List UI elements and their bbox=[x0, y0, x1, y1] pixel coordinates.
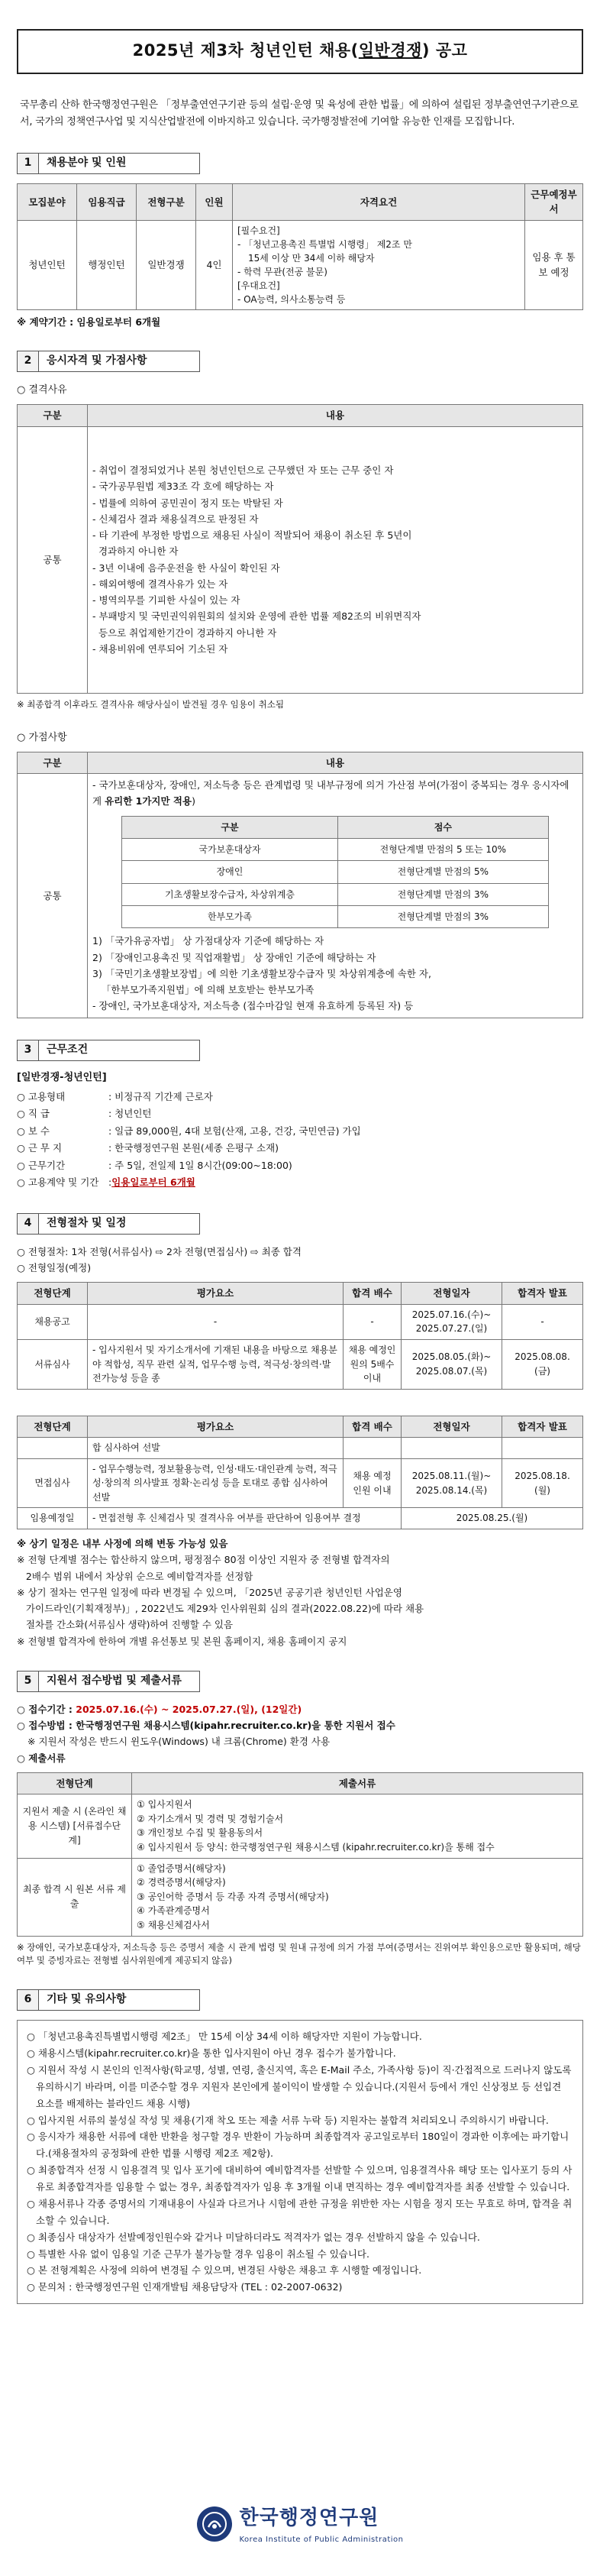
kipa-emblem-icon bbox=[197, 2506, 232, 2542]
documents-table: 전형단계 제출서류 지원서 제출 시 (온라인 채용 시스템) [서류접수단계] ① 입사지원서 ② 자기소개서 및 경력 및 경험기술서 ③ 개인정보 수집 및 활용동의서 ④ 입사지원서 등 양식: 한국행정연구원 채용시스템 (kipahr.recruiter.co.kr)을 통해 접수 최종 합격 시 원본 서류 제출 ① 졸업증명서(해당자) ② 경력증명서(해당자) ③ 공인어학 증명서 등 각종 자격 증명서(해당자) ④ 가족관계증명서 ⑤ 채용신체검사서 bbox=[17, 1772, 583, 1937]
section-2-header: 2 응시자격 및 가점사항 bbox=[17, 351, 200, 372]
section-3-header: 3 근무조건 bbox=[17, 1040, 200, 1061]
notes-box: ○ 「청년고용촉진특별법시행령 제2조」 만 15세 이상 34세 이하 해당자만 지원이 가능합니다. ○ 채용시스템(kipahr.recruiter.co.kr)을 통한 입사지원이 아닌 경우 접수가 불가합니다. ○ 지원서 작성 시 본인의 인적사항(학교명, 성별, 연령, 출신지역, 혹은 E-Mail 주소, 가족사항 등)이 직·간접적으로 드러나지 않도록 유의하시기 바라며, 이를 미준수할 경우 지원자 본인에게 불이익이 발생할 수 있습니다.(지원서 등에서 개인 신상정보 등 선입견 요소를 배제하는 블라인드 채용 시행) ○ 입사지원 서류의 불성실 작성 및 채용(기재 착오 또는 제출 서류 누락 등) 지원자는 불합격 처리되오니 주의하시기 바랍니다. ○ 응시자가 채용한 서류에 대한 반환을 청구할 경우 반환이 가능하며 최종합격자 공고일로부터 180일이 경과한 이후에는 파기합니다.(채용절차의 공정화에 관한 법률 시행령 제2조 제2항). ○ 최종합격자 선정 시 임용결격 및 입사 포기에 대비하여 예비합격자를 선발할 수 있으며, 임용결격사유 해당 또는 입사포기 등의 사유로 최종합격자를 임용할 수 없는 경우, 최종합격자가 임용 후 3개월 이내 면직하는 경우 예비합격자를 최종 선발할 수 있습니다. ○ 채용서류나 각종 증명서의 기재내용이 사실과 다르거나 시험에 관한 규정을 위반한 자는 시험을 정지 또는 무효로 하며, 합격을 취소할 수 있습니다. ○ 최종심사 대상자가 선발예정인원수와 같거나 미달하더라도 적격자가 없는 경우 선발하지 않을 수 있습니다. ○ 특별한 사유 없이 임용일 기준 근무가 불가능할 경우 임용이 취소될 수 있습니다. ○ 본 전형계획은 사정에 의하여 변경될 수 있으며, 변경된 사항은 채용고 후 시행할 예정입니다. ○ 문의처 : 한국행정연구원 인재개발팀 채용담당자 (TEL : 02-2007-0632) bbox=[17, 2020, 583, 2304]
section-6-header: 6 기타 및 유의사항 bbox=[17, 1989, 200, 2011]
notice-page: 2025년 제3차 청년인턴 채용(일반경쟁) 공고 국무총리 산하 한국행정연구원은 「정부출연연구기관 등의 설립·운영 및 육성에 관한 법률」에 의하여 설립된 정부출연연구기관으로서, 국가의 정책연구사업 및 지식산업발전에 이바지하고 있습니다. 국가행정발전에 기여할 유능한 인재를 모집합니다. 1 채용분야 및 인원 모집분야 임용직급 전형구분 인원 자격요건 근무예정부서 청년인턴 행정인턴 일반경쟁 4인 [필수요건] - 「청년고용촉진 특별법 시행령」 제2조 만 15세 이상 만 34세 이하 해당자 - 학력 무관(전공 불문) [우대요건] - OA능력, 의사소통능력 등 임용 후 통보 예정 ※ 계약기간 : 임용일로부터 6개월 2 응시자격 및 가점사항 ○ 결격사유 구분 내용 공통 - 취업이 결정되었거나 본원 청년인턴으로 근무했던 자 또는 근무 중인 자 - 국가공무원법 제33조 각 호에 해당하는 자 - 법률에 의하여 공민권이 정지 또는 박탈된 자 - 신체검사 결과 채용실격으로 판정된 자 - 타 기관에 부정한 방법으로 채용된 사실이 적발되어 채용이 취소된 후 5년이 경과하지 아니한 자 - 3년 이내에 음주운전을 한 사실이 확인된 자 - 해외여행에 결격사유가 있는 자 - 병역의무를 기피한 사실이 있는 자 - 부패방지 및 국민권익위원회의 설치와 운영에 관한 법률 제82조의 비위면직자 등으로 취업제한기간이 경과하지 아니한 자 - 채용비위에 연루되어 기소된 자 ※ 최종합격 이후라도 결격사유 해당사실이 발견될 경우 임용이 취소됨 ○ 가점사항 구분 내용 공통 - 국가보훈대상자, 장애인, 저소득층 등은 관계법령 및 내부규정에 의거 가산점 부여(가점이 중복되는 경우 응시자에게 유리한 1가지만 적용) 구분 점수 국가보훈대상자 전형단계별 만점의 5 또는 10% 장애인 전형단계별 만점의 5% 기초생활보장수급자, 차상위계층 전형단계별 만점의 3% 한부모가족 전형단계별 만점의 3% 1) 「국가유공자법」 상 가점대상자 기준에 해당하는 자 2) 「장애인고용촉진 및 직업재활법」 상 장애인 기준에 해당하는 자 3) 「국민기초생활보장법」에 의한 기초생활보장수급자 및 차상위계층에 속한 자, 「한부모가족지원법」에 의해 보호받는 한부모가족 - 장애인, 국가보훈대상자, 저소득층 (접수마감일 현재 유효하게 등록된 자) 등 3 근무조건 [일반경쟁-청년인턴] ○ 고용형태 : 비정규직 기간제 근로자 ○ 직 급 : 청년인턴 ○ 보 수 : 일급 89,000원, 4대 보험(산재, 고용, 건강, 국민연금) 가입 ○ 근 무 지 : 한국행정연구원 본원(세종 은평구 소재) ○ 근무기간 : 주 5일, 전일제 1일 8시간(09:00~18:00) ○ 고용계약 및 기간 : 임용일로부터 6개월 4 전형절차 및 일정 ○ 전형절차: 1차 전형(서류심사) ⇨ 2차 전형(면접심사) ⇨ 최종 합격 ○ 전형일정(예정) 전형단계 평가요소 합격 배수 전형일자 합격자 발표 채용공고 - - 2025.07.16.(수)~ 2025.07.27.(일) - 서류심사 - 입사지원서 및 자기소개서에 기재된 내용을 바탕으로 채용분야 적합성, 직무 관련 실적, 업무수행 능력, 적극성·창의력·발전가능성 등을 종 채용 예정인원의 5배수이내 2025.08.05.(화)~ 2025.08.07.(목) 2025.08.08.(금) 전형단계 평가요소 합격 배수 전형일자 합격자 발표 합 심사하여 선발 면접심사 - 업무수행능력, 정보활용능력, 인성·태도·대인관계 능력, 적극성·창의적 의사발표 정확·논리성 등을 토대로 종합 심사하여 선발 채용 예정 인원 이내 2025.08.11.(월)~ 2025.08.14.(목) 2025.08.18.(월) 임용예정일 - 면접전형 후 신체검사 및 결격사유 여부를 판단하여 임용여부 결정 2025.08.25.(월) ※ 상기 일정은 내부 사정에 의해 변동 가능성 있음 ※ 전형 단계별 점수는 합산하지 않으며, 평정점수 80점 이상인 지원자 중 전형별 합격자의 2배수 범위 내에서 차상위 순으로 예비합격자를 선정함 ※ 상기 절차는 연구원 일정에 따라 변경될 수 있으며, 「2025년 공공기관 청년인턴 사업운영 가이드라인(기획재정부)」, 2022년도 제29차 인사위원회 심의 결과(2022.08.22)에 따라 채용 절차를 간소화(서류심사 생략)하여 진행할 수 있음 ※ 전형별 합격자에 한하여 개별 유선통보 및 본원 홈페이지, 채용 홈페이지 공지 5 지원서 접수방법 및 제출서류 ○ 접수기간 : 2025.07.16.(수) ~ 2025.07.27.(일), (12일간) ○ 접수방법 : 한국행정연구원 채용시스템(kipahr.recruiter.co.kr)을 통한 지원서 접수 ※ 지원서 작성은 반드시 윈도우(Windows) 내 크롬(Chrome) 환경 사용 ○ 제출서류 전형단계 제출서류 지원서 제출 시 (온라인 채용 시스템) [서류접수단계] ① 입사지원서 ② 자기소개서 및 경력 및 경험기술서 ③ 개인정보 수집 및 활용동의서 ④ 입사지원서 등 양식: 한국행정연구원 채용시스템 (kipahr.recruiter.co.kr)을 통해 접수 최종 합격 시 원본 서류 제출 ① 졸업증명서(해당자) ② 경력증명서(해당자) ③ 공인어학 증명서 등 각종 자격 증명서(해당자) ④ 가족관계증명서 ⑤ 채용신체검사서 ※ 장애인, 국가보훈대상자, 저소득층 등은 증명서 제출 시 관계 법령 및 원내 규정에 의거 가점 부여(증명서는 진위여부 확인용으로만 활용되며, 해당 여부 및 증빙자료는 전형별 심사위원에게 제공되지 않음) 6 기타 및 유의사항 ○ 「청년고용촉진특별법시행령 제2조」 만 15세 이상 34세 이하 해당자만 지원이 가능합니다. ○ 채용시스템(kipahr.recruiter.co.kr)을 통한 입사지원이 아닌 경우 접수가 불가합니다. ○ 지원서 작성 시 본인의 인적사항(학교명, 성별, 연령, 출신지역, 혹은 E-Mail 주소, 가족사항 등)이 직·간접적으로 드러나지 않도록 유의하시기 바라며, 이를 미준수할 경우 지원자 본인에게 불이익이 발생할 수 있습니다.(지원서 등에서 개인 신상정보 등 선입견 요소를 배제하는 블라인드 채용 시행) ○ 입사지원 서류의 불성실 작성 및 채용(기재 착오 또는 제출 서류 누락 등) 지원자는 불합격 처리되오니 주의하시기 바랍니다. ○ 응시자가 채용한 서류에 대한 반환을 청구할 경우 반환이 가능하며 최종합격자 공고일로부터 180일이 경과한 이후에는 파기합니다.(채용절차의 공정화에 관한 법률 시행령 제2조 제2항). ○ 최종합격자 선정 시 임용결격 및 입사 포기에 대비하여 예비합격자를 선발할 수 있으며, 임용결격사유 해당 또는 입사포기 등의 사유로 최종합격자를 임용할 수 없는 경우, 최종합격자가 임용 후 3개월 이내 면직하는 경우 예비합격자를 최종 선발할 수 있습니다. ○ 채용서류나 각종 증명서의 기재내용이 사실과 다르거나 시험에 관한 규정을 위반한 자는 시험을 정지 또는 무효로 하며, 합격을 취소할 수 있습니다. ○ 최종심사 대상자가 선발예정인원수와 같거나 미달하더라도 적격자가 없는 경우 선발하지 않을 수 있습니다. ○ 특별한 사유 없이 임용일 기준 근무가 불가능할 경우 임용이 취소될 수 있습니다. ○ 본 전형계획은 사정에 의하여 변경될 수 있으며, 변경된 사항은 채용고 후 시행할 예정입니다. ○ 문의처 : 한국행정연구원 인재개발팀 채용담당자 (TEL : 02-2007-0632) 한국행정연구원 Korea Institute of Public Administration bbox=[0, 0, 600, 2576]
bonus-score-table: 구분 점수 국가보훈대상자 전형단계별 만점의 5 또는 10% 장애인 전형단계별 만점의 5% 기초생활보장수급자, 차상위계층 전형단계별 만점의 3% 한부모가족 전형단계별 만점의 3% bbox=[121, 816, 549, 929]
schedule-notes: ※ 상기 일정은 내부 사정에 의해 변동 가능성 있음 ※ 전형 단계별 점수는 합산하지 않으며, 평정점수 80점 이상인 지원자 중 전형별 합격자의 2배수 범위 내에서 차상위 순으로 예비합격자를 선정함 ※ 상기 절차는 연구원 일정에 따라 변경될 수 있으며, 「2025년 공공기관 청년인턴 사업운영 가이드라인(기획재정부)」, 2022년도 제29차 인사위원회 심의 결과(2022.08.22)에 따라 채용 절차를 간소화(서류심사 생략)하여 진행할 수 있음 ※ 전형별 합격자에 한하여 개별 유선통보 및 본원 홈페이지, 채용 홈페이지 공지 bbox=[17, 1538, 424, 1647]
recruitment-table: 모집분야 임용직급 전형구분 인원 자격요건 근무예정부서 청년인턴 행정인턴 일반경쟁 4인 [필수요건] - 「청년고용촉진 특별법 시행령」 제2조 만 15세 이상 만 34세 이하 해당자 - 학력 무관(전공 불문) [우대요건] - OA능력, 의사소통능력 등 임용 후 통보 예정 bbox=[17, 183, 583, 310]
kipa-logo bbox=[0, 2503, 600, 2545]
section-1-header: 1 채용분야 및 인원 bbox=[17, 153, 200, 174]
logo-korean-name: 한국행정연구원 bbox=[239, 2506, 379, 2530]
contract-note: ※ 계약기간 : 임용일로부터 6개월 bbox=[17, 316, 161, 328]
section-5-header: 5 지원서 접수방법 및 제출서류 bbox=[17, 1671, 200, 1692]
notice-title: 2025년 제3차 청년인턴 채용(일반경쟁) 공고 bbox=[17, 29, 583, 74]
logo-english-name: Korea Institute of Public Administration bbox=[239, 2535, 404, 2544]
intro-paragraph: 국무총리 산하 한국행정연구원은 「정부출연연구기관 등의 설립·운영 및 육성에 관한 법률」에 의하여 설립된 정부출연연구기관으로서, 국가의 정책연구사업 및 지식산업발전에 이바지하고 있습니다. 국가행정발전에 기여할 유능한 인재를 모집합니다. bbox=[20, 99, 579, 128]
schedule-table-1: 전형단계 평가요소 합격 배수 전형일자 합격자 발표 채용공고 - - 2025.07.16.(수)~ 2025.07.27.(일) - 서류심사 - 입사지원서 및 자기소개서에 기재된 내용을 바탕으로 채용분야 적합성, 직무 관련 실적, 업무수행 능력, 적극성·창의력·발전가능성 등을 종 채용 예정인원의 5배수이내 2025.08.05.(화)~ 2025.08.07.(목) 2025.08.08.(금) bbox=[17, 1282, 583, 1389]
schedule-table-2: 전형단계 평가요소 합격 배수 전형일자 합격자 발표 합 심사하여 선발 면접심사 - 업무수행능력, 정보활용능력, 인성·태도·대인관계 능력, 적극성·창의적 의사발표 정확·논리성 등을 토대로 종합 심사하여 선발 채용 예정 인원 이내 2025.08.11.(월)~ 2025.08.14.(목) 2025.08.18.(월) 임용예정일 - 면접전형 후 신체검사 및 결격사유 여부를 판단하여 임용여부 결정 2025.08.25.(월) bbox=[17, 1416, 583, 1529]
section-4-header: 4 전형절차 및 일정 bbox=[17, 1213, 200, 1235]
work-conditions: ○ 고용형태 : 비정규직 기간제 근로자 ○ 직 급 : 청년인턴 ○ 보 수 : 일급 89,000원, 4대 보험(산재, 고용, 건강, 국민연금) 가입 ○ 근 무 지 : 한국행정연구원 본원(세종 은평구 소재) ○ 근무기간 : 주 5일, 전일제 1일 8시간(09:00~18:00) ○ 고용계약 및 기간 : 임용일로부터 6개월 bbox=[17, 1090, 361, 1189]
disqualification-table: 구분 내용 공통 - 취업이 결정되었거나 본원 청년인턴으로 근무했던 자 또는 근무 중인 자 - 국가공무원법 제33조 각 호에 해당하는 자 - 법률에 의하여 공민권이 정지 또는 박탈된 자 - 신체검사 결과 채용실격으로 판정된 자 - 타 기관에 부정한 방법으로 채용된 사실이 적발되어 채용이 취소된 후 5년이 경과하지 아니한 자 - 3년 이내에 음주운전을 한 사실이 확인된 자 - 해외여행에 결격사유가 있는 자 - 병역의무를 기피한 사실이 있는 자 - 부패방지 및 국민권익위원회의 설치와 운영에 관한 법률 제82조의 비위면직자 등으로 취업제한기간이 경과하지 아니한 자 - 채용비위에 연루되어 기소된 자 bbox=[17, 404, 583, 693]
bonus-points-table: 구분 내용 공통 - 국가보훈대상자, 장애인, 저소득층 등은 관계법령 및 내부규정에 의거 가산점 부여(가점이 중복되는 경우 응시자에게 유리한 1가지만 적용) 구분 점수 국가보훈대상자 전형단계별 만점의 5 또는 10% 장애인 전형단계별 만점의 5% 기초생활보장수급자, 차상위계층 전형단계별 만점의 3% 한부모가족 전형단계별 만점의 3% 1) 「국가유공자법」 상 가점대상자 기준에 해당하는 자 2) 「장애인고용촉진 및 직업재활법」 상 장애인 기준에 해당하는 자 3) 「국민기초생활보장법」에 의한 기초생활보장수급자 및 차상위계층에 속한 자, 「한부모가족지원법」에 의해 보호받는 한부모가족 - 장애인, 국가보훈대상자, 저소득층 (접수마감일 현재 유효하게 등록된 자) 등 bbox=[17, 752, 583, 1018]
